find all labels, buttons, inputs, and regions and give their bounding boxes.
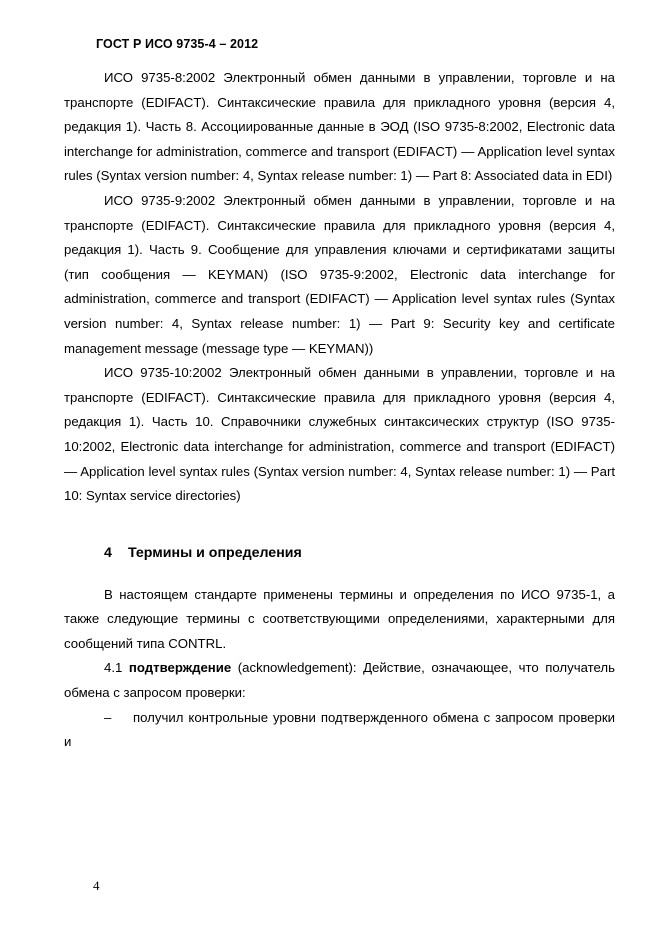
- document-body: [64, 66, 615, 755]
- section-heading: [64, 543, 615, 563]
- term-definition-paragraph: [64, 656, 615, 705]
- reference-iso-9735-8: ИСО 9735-8:2002 Электронный обмен данными в управлении, торговле и на транспорте (EDIFACT). Синтаксические правила для прикладного уровня (версия 4, редакция 1). Часть 8. Ассоциированные данные в ЭОД (ISO 9735-8:2002, Electronic data interchange for administration, commerce and transport (EDIFACT) — Application level syntax rules (Syntax version number: 4, Syntax release number: 1) — Part 8: Associated data in EDI): [64, 70, 615, 184]
- section-title: Термины и определения: [127, 544, 302, 561]
- section-intro: В настоящем стандарте применены термины и определения по ИСО 9735-1, а также следующие термины с соответствующими определениями, характерными для сообщений типа CONTRL.: [64, 586, 615, 651]
- document-header: ГОСТ Р ИСО 9735-4 – 2012: [96, 37, 259, 51]
- bullet-dash: –: [104, 709, 112, 725]
- section-number: 4: [104, 544, 112, 561]
- reference-iso-9735-9: ИСО 9735-9:2002 Электронный обмен данными в управлении, торговле и на транспорте (EDIFACT). Синтаксические правила для прикладного уровня (версия 4, редакция 1). Часть 9. Сообщение для управления ключами и сертификатами защиты (тип сообщения — KEYMAN) (ISO 9735-9:2002, Electronic data interchange for administration, commerce and transport (EDIFACT) — Application level syntax rules (Syntax version number: 4, Syntax release number: 1) — Part 9: Security key and certificate management message (message type — KEYMAN)): [64, 192, 615, 356]
- bullet-text: получил контрольные уровни подтвержденного обмена с запросом проверки и: [64, 709, 615, 750]
- reference-iso-9735-10: ИСО 9735-10:2002 Электронный обмен данными в управлении, торговле и на транспорте (EDIFACT). Синтаксические правила для прикладного уровня (версия 4, редакция 1). Часть 10. Справочники служебных синтаксических структур (ISO 9735-10:2002, Electronic data interchange for administration, commerce and transport (EDIFACT) — Application level syntax rules (Syntax version number: 4, Syntax release number: 1) — Part 10: Syntax service directories): [64, 365, 615, 504]
- term-number: 4.1: [104, 660, 123, 676]
- term-name: подтверждение: [128, 660, 232, 676]
- definition-bullet: [64, 706, 615, 755]
- term-definition: (acknowledgement): Действие, означающее, что получатель обмена с запросом проверки:: [64, 660, 615, 701]
- page-number: 4: [93, 878, 100, 893]
